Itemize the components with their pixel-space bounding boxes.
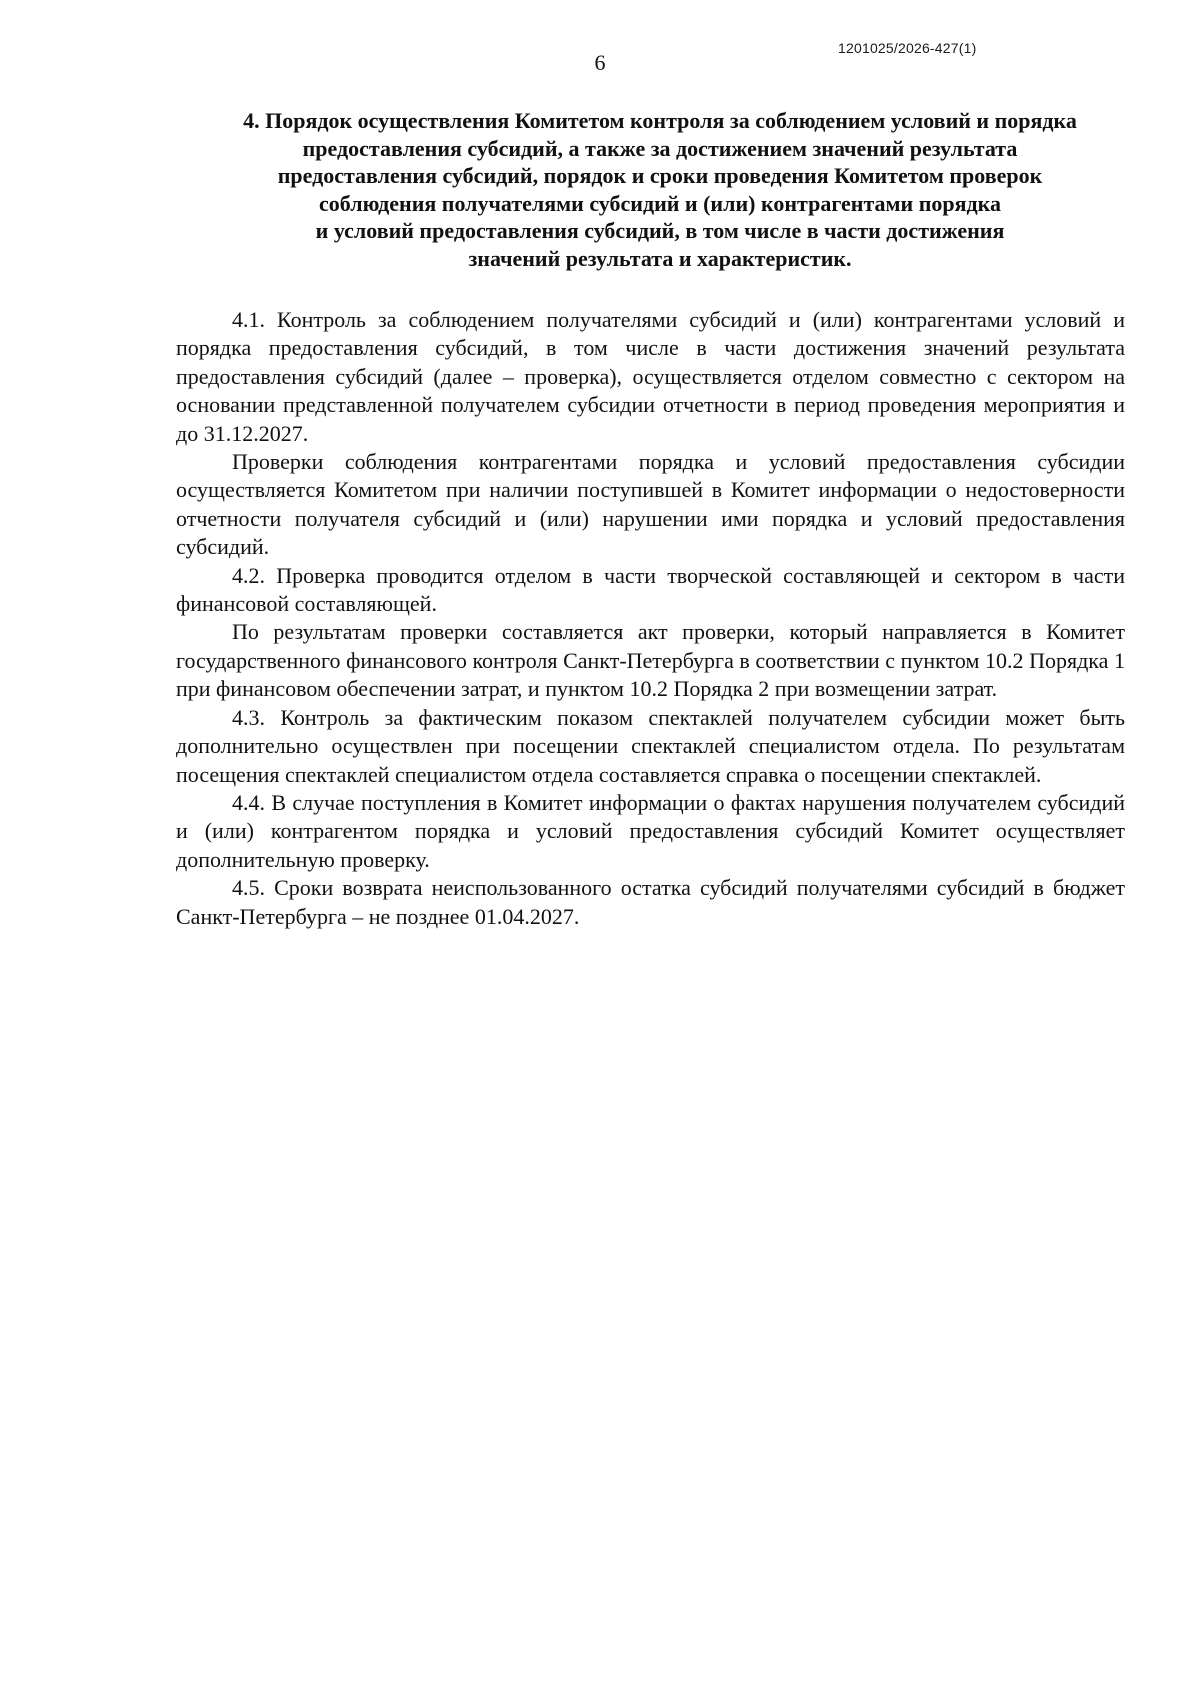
page-number: 6 [594,50,606,75]
paragraph-4-4: 4.4. В случае поступления в Комитет информации о фактах нарушения получателем субсидий и (или) контрагентом порядка и условий предоставления субсидий Комитет осуществляет дополнительную проверку. [176,789,1125,872]
section-heading [160,107,1160,272]
paragraph-4-3: 4.3. Контроль за фактическим показом спектаклей получателем субсидии может быть дополнительно осуществлен при посещении спектаклей специалистом отдела. По результатам посещения спектаклей специалистом отдела составляется справка о посещении спектаклей. [176,704,1125,787]
heading-line: предоставления субсидий, а также за достижением значений результата [302,135,1018,161]
paragraph-4-1: 4.1. Контроль за соблюдением получателями субсидий и (или) контрагентами условий и порядка предоставления субсидий, в том числе в части достижения значений результата предоставления субсидий (далее – проверка), осуществляется отделом совместно с сектором на основании представленной получателем субсидии отчетности в период проведения мероприятия и до 31.12.2027. [176,307,1125,446]
paragraph-contractor-checks: Проверки соблюдения контрагентами порядка и условий предоставления субсидии осуществляется Комитетом при наличии поступившей в Комитет информации о недостоверности отчетности получателя субсидий и (или) нарушении ими порядка и условий предоставления субсидий. [176,449,1125,560]
heading-line: предоставления субсидий, порядок и сроки проведения Комитетом проверок [277,163,1043,188]
heading-line: соблюдения получателями субсидий и (или) контрагентами порядка [319,190,1001,216]
paragraph-inspection-act: По результатам проверки составляется акт проверки, который направляется в Комитет государственного финансового контроля Санкт-Петербурга в соответствии с пунктом 10.2 Порядка 1 при финансовом обеспечении затрат, и пунктом 10.2 Порядка 2 при возмещении затрат. [176,619,1125,702]
document-body [176,306,1125,931]
document-registration-number: 1201025/2026-427(1) [838,40,977,56]
paragraph-4-2: 4.2. Проверка проводится отделом в части творческой составляющей и сектором в части финансовой составляющей. [176,562,1125,617]
heading-line: и условий предоставления субсидий, в том числе в части достижения [315,218,1005,243]
heading-line: значений результата и характеристик. [468,245,852,271]
paragraph-4-5: 4.5. Сроки возврата неиспользованного остатка субсидий получателями субсидий в бюджет Санкт-Петербурга – не позднее 01.04.2027. [176,875,1125,929]
heading-line: 4. Порядок осуществления Комитетом контроля за соблюдением условий и порядка [243,108,1077,133]
